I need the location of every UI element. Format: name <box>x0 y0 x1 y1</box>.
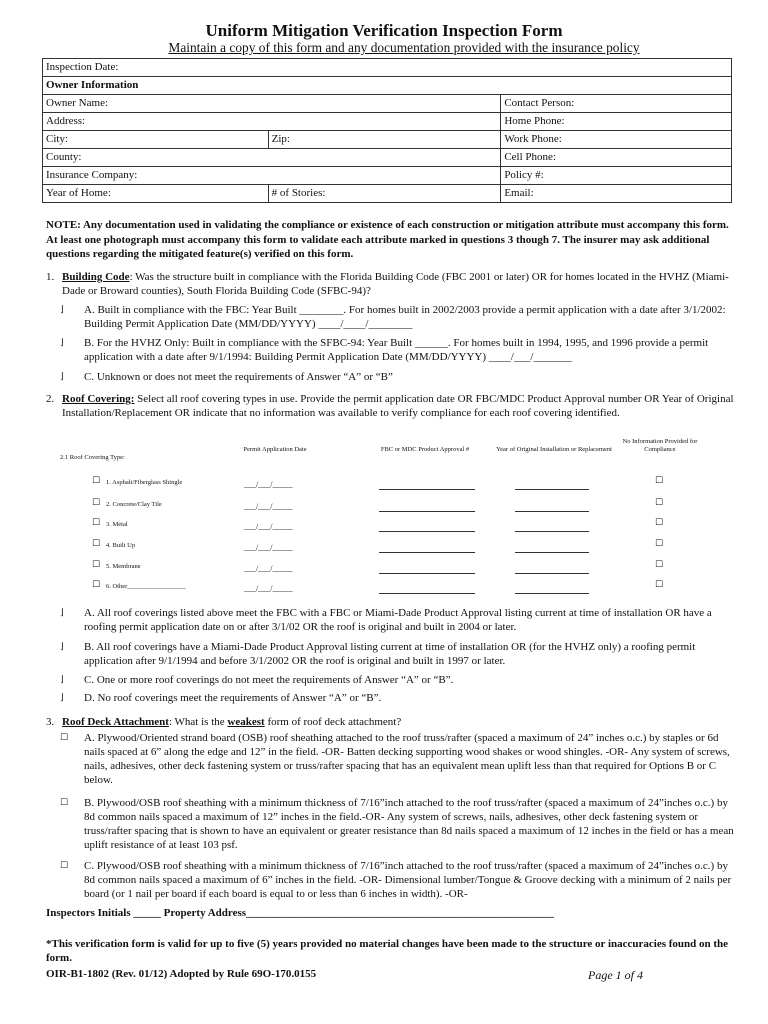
option-text: D. No roof coverings meet the requirements of Answer “A” or “B”. <box>84 692 382 704</box>
question-1-text <box>62 270 734 298</box>
checkbox-icon[interactable]: ☐ <box>92 560 101 570</box>
zip-field[interactable]: Zip: <box>268 131 501 149</box>
permit-date-blank[interactable]: ___/___/_____ <box>244 564 293 573</box>
question-2-body: Select all roof covering types in use. Provide the permit application date OR FBC/MDC Product Approval number OR Year of Original Installation/Replacement OR indicate that no information was available to verify compliance for each roof covering identified. <box>62 393 734 419</box>
year-of-home-field[interactable]: Year of Home: <box>43 185 269 203</box>
checkbox-icon[interactable]: ☐ <box>655 476 664 486</box>
option-text: B. All roof coverings have a Miami-Dade Product Approval listing current at time of installation OR (for the HVHZ only) a roofing permit application after 9/1/1994 and before 3/1/2002 OR the roof is original and built in 1997 or later. <box>84 641 696 667</box>
roof-type-header: 2.1 Roof Covering Type: <box>60 454 125 461</box>
year-installed-line[interactable] <box>515 552 589 553</box>
checkbox-icon[interactable]: ☐ <box>60 861 69 871</box>
question-number: 1. <box>46 271 55 283</box>
checkbox-icon[interactable]: ⌋ <box>60 305 64 315</box>
permit-date-header: Permit Application Date <box>243 446 307 453</box>
contact-person-field[interactable]: Contact Person: <box>501 95 732 113</box>
validity-footnote: *This verification form is valid for up to five (5) years provided no material changes have been made to the structure or inaccuracies found on the form. <box>46 938 729 964</box>
option-text: C. One or more roof coverings do not meet the requirements of Answer “A” or “B”. <box>84 674 454 686</box>
no-info-header: No Information Provided for Compliance <box>622 438 698 453</box>
checkbox-icon[interactable]: ☐ <box>92 539 101 549</box>
permit-date-blank[interactable]: ___/___/_____ <box>244 480 293 489</box>
checkbox-icon[interactable]: ⌋ <box>60 693 64 703</box>
fbc-approval-header: FBC or MDC Product Approval # <box>380 446 470 453</box>
year-installed-line[interactable] <box>515 489 589 490</box>
option-text: C. Plywood/OSB roof sheathing with a minimum thickness of 7/16”inch attached to the roof truss/rafter (spaced a maximum of 24”inches o.c.) by 8d common nails spaced a maximum of 6” inches in the field. -OR- Dimensional lumber/Tongue & Groove decking with a minimum of 2 nails per board (or 1 nail per board if each board is equal to or less than 6 inches in width). -OR- <box>84 860 732 900</box>
option-text: B. Plywood/OSB roof sheathing with a minimum thickness of 7/16”inch attached to the roof truss/rafter (spaced a maximum of 24”inches o.c.) by 8d common nails spaced a maximum of 12” inches in the field.-OR- Any system of screws, nails, adhesives, other deck fastening system or truss/rafter spacing that is shown to have an equivalent or greater resistance than 8d nails spaced a maximum of 12 inches in the field or has a mean uplift resistance of at least 103 psf. <box>84 797 734 851</box>
checkbox-icon[interactable]: ☐ <box>655 580 664 590</box>
fbc-approval-line[interactable] <box>379 489 475 490</box>
checkbox-icon[interactable]: ☐ <box>92 498 101 508</box>
inspector-initials-line[interactable]: Inspectors Initials _____ Property Address________________________________________________________ <box>46 907 555 919</box>
permit-date-blank[interactable]: ___/___/_____ <box>244 543 293 552</box>
checkbox-icon[interactable]: ⌋ <box>60 608 64 618</box>
insurance-company-field[interactable]: Insurance Company: <box>43 167 501 185</box>
roof-type-label: 4. Built Up <box>106 542 136 549</box>
county-field[interactable]: County: <box>43 149 501 167</box>
year-installed-header: Year of Original Installation or Replacement <box>496 446 612 453</box>
question-3-body: : What is the <box>168 716 228 728</box>
question-number: 2. <box>46 393 55 405</box>
checkbox-icon[interactable]: ☐ <box>655 539 664 549</box>
documentation-note: NOTE: Any documentation used in validating the compliance or existence of each construction or mitigation attribute must accompany this form. At least one photograph must accompany this form to validate each attribute marked in questions 3 though 7. The insurer may ask additional questions regarding the mitigated feature(s) verified on this form. <box>46 219 729 260</box>
stories-field[interactable]: # of Stories: <box>268 185 501 203</box>
checkbox-icon[interactable]: ⌋ <box>60 642 64 652</box>
inspection-date-field[interactable]: Inspection Date: <box>43 59 732 77</box>
roof-type-label: 3. Metal <box>106 521 128 528</box>
fbc-approval-line[interactable] <box>379 593 475 594</box>
year-installed-line[interactable] <box>515 511 589 512</box>
checkbox-icon[interactable]: ☐ <box>655 498 664 508</box>
question-3-body-end: form of roof deck attachment? <box>264 716 402 728</box>
owner-info-table <box>42 58 732 203</box>
cell-phone-field[interactable]: Cell Phone: <box>501 149 732 167</box>
fbc-approval-line[interactable] <box>379 511 475 512</box>
year-installed-line[interactable] <box>515 573 589 574</box>
question-3-text <box>62 715 734 729</box>
option-text: B. For the HVHZ Only: Built in compliance with the SFBC-94: Year Built ______. For homes built in 1994, 1995, and 1996 provide a permit application with a date after 9/1/1994: Building Permit Application Date (MM/DD/YYYY) ____/___/_______ <box>84 337 709 363</box>
policy-field[interactable]: Policy #: <box>501 167 732 185</box>
checkbox-icon[interactable]: ⌋ <box>60 372 64 382</box>
address-field[interactable]: Address: <box>43 113 501 131</box>
option-text: C. Unknown or does not meet the requirements of Answer “A” or “B” <box>84 371 393 383</box>
checkbox-icon[interactable]: ☐ <box>60 798 69 808</box>
year-installed-line[interactable] <box>515 593 589 594</box>
question-number: 3. <box>46 716 55 728</box>
email-field[interactable]: Email: <box>501 185 732 203</box>
option-text: A. Plywood/Oriented strand board (OSB) roof sheathing attached to the roof truss/rafter (spaced a maximum of 24” inches o.c.) by staples or 6d nails spaced at 6” along the edge and 12” in the field. -OR- Batten decking supporting wood shakes or wood shingles. -OR- Any system of screws, nails, adhesives, other deck fastening system or truss/rafter spacing that has an equivalent mean uplift less than that required for Options B or C below. <box>84 732 730 786</box>
page-number: Page 1 of 4 <box>588 968 643 982</box>
fbc-approval-line[interactable] <box>379 573 475 574</box>
form-subtitle: Maintain a copy of this form and any documentation provided with the insurance policy <box>168 40 640 55</box>
checkbox-icon[interactable]: ⌋ <box>60 338 64 348</box>
roof-type-label: 6. Other__________________ <box>106 583 186 590</box>
roof-type-label: 1. Asphalt/Fiberglass Shingle <box>106 479 183 486</box>
fbc-approval-line[interactable] <box>379 531 475 532</box>
roof-type-label: 5. Membrane <box>106 563 141 570</box>
checkbox-icon[interactable]: ⌋ <box>60 675 64 685</box>
fbc-approval-line[interactable] <box>379 552 475 553</box>
owner-name-field[interactable]: Owner Name: <box>43 95 501 113</box>
home-phone-field[interactable]: Home Phone: <box>501 113 732 131</box>
permit-date-blank[interactable]: ___/___/_____ <box>244 584 293 593</box>
weakest-label: weakest <box>227 716 265 728</box>
roof-covering-label: Roof Covering: <box>62 393 135 405</box>
permit-date-blank[interactable]: ___/___/_____ <box>244 522 293 531</box>
option-text: A. Built in compliance with the FBC: Year Built ________. For homes built in 2002/2003 provide a permit application with a date after 3/1/2002: Building Permit Application Date (MM/DD/YYYY) ____/____/________ <box>84 304 726 330</box>
checkbox-icon[interactable]: ☐ <box>655 518 664 528</box>
question-1-body: : Was the structure built in compliance with the Florida Building Code (FBC 2001 or later) OR for homes located in the HVHZ (Miami-Dade or Broward counties), South Florida Building Code (SFBC-94)? <box>62 271 729 297</box>
permit-date-blank[interactable]: ___/___/_____ <box>244 502 293 511</box>
option-text: A. All roof coverings listed above meet the FBC with a FBC or Miami-Dade Product Approval listing current at time of installation OR have a roofing permit application date on or after 3/1/02 OR the roof is original and built in 2004 or later. <box>84 607 712 633</box>
building-code-label: Building Code <box>62 271 130 283</box>
work-phone-field[interactable]: Work Phone: <box>501 131 732 149</box>
year-installed-line[interactable] <box>515 531 589 532</box>
question-2-text <box>62 392 734 420</box>
checkbox-icon[interactable]: ☐ <box>60 733 69 743</box>
roof-type-label: 2. Concrete/Clay Tile <box>106 501 162 508</box>
form-id: OIR-B1-1802 (Rev. 01/12) Adopted by Rule 69O-170.0155 <box>46 968 317 980</box>
roof-deck-label: Roof Deck Attachment <box>62 716 169 728</box>
checkbox-icon[interactable]: ☐ <box>92 476 101 486</box>
owner-info-heading: Owner Information <box>43 77 732 95</box>
form-title: Uniform Mitigation Verification Inspection Form <box>205 21 563 40</box>
checkbox-icon[interactable]: ☐ <box>655 560 664 570</box>
checkbox-icon[interactable]: ☐ <box>92 580 101 590</box>
checkbox-icon[interactable]: ☐ <box>92 518 101 528</box>
city-field[interactable]: City: <box>43 131 269 149</box>
